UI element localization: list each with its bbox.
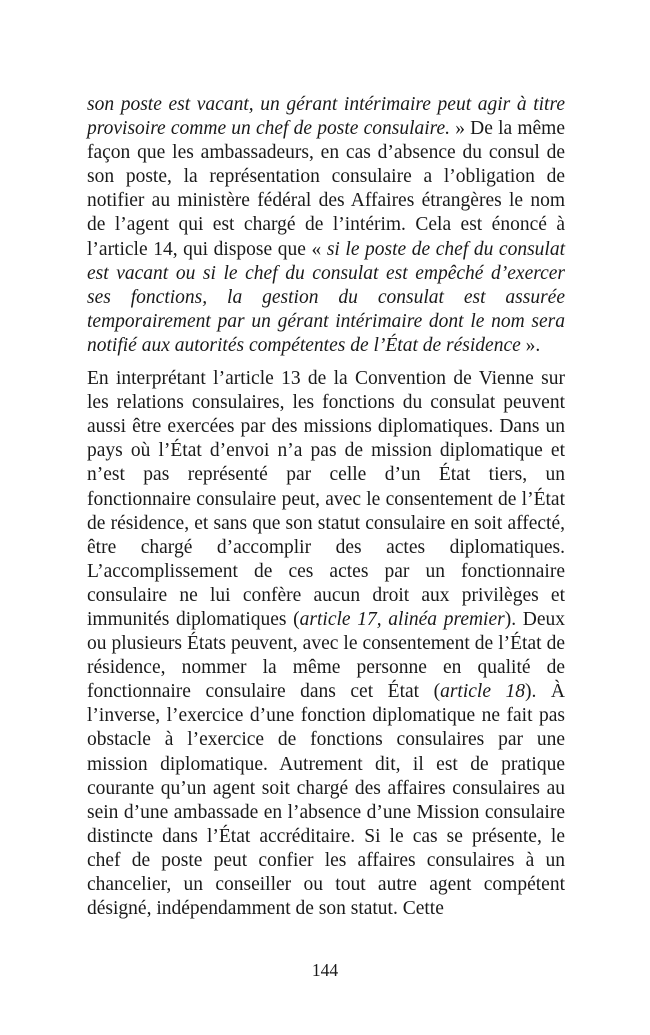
text-run: » De la même façon que les ambassadeurs, en cas d’absence du consul de son poste, la représentation consulaire a l’obligation de notifier au ministère fédéral des Affaires étrangères le nom de l’agent qui est chargé de l’intérim. Cela est énoncé à l’article 14, qui dispose que « bbox=[87, 118, 565, 260]
text-run: ). Deux ou plusieurs États peuvent, avec le consentement de l’État de résidence, nommer la même personne en qualité de fonctionnaire consulaire dans cet État ( bbox=[87, 608, 565, 703]
italic-citation: article 17, alinéa premier bbox=[299, 608, 505, 630]
italic-quote: son poste est vacant, un gérant intérimaire peut agir à titre provisoire comme un chef de poste consulaire. bbox=[87, 94, 565, 140]
italic-citation: article 18 bbox=[440, 681, 526, 703]
body-text bbox=[87, 93, 565, 921]
paragraph-continuation bbox=[87, 93, 565, 358]
page-number: 144 bbox=[311, 960, 339, 980]
paragraph bbox=[87, 367, 565, 921]
text-run: ). À l’inverse, l’exercice d’une fonction diplomatique ne fait pas obstacle à l’exercice de fonctions consulaires par une mission diplomatique. Autrement dit, il est de pratique courante qu’un agent soit chargé des affaires consulaires au sein d’une ambassade en l’absence d’une Mission consulaire distincte dans l’État accréditaire. Si le cas se présente, le chef de poste peut confier les affaires consulaires à un chancelier, un conseiller ou tout autre agent compétent désigné, indépendamment de son statut. Cette bbox=[87, 681, 565, 920]
text-run: ». bbox=[520, 334, 541, 356]
italic-quote: si le poste de chef du consulat est vacant ou si le chef du consulat est empêché d’exercer ses fonctions, la gestion du consulat est assurée temporairement par un gérant intérimaire dont le nom sera notifié aux autorités compétentes de l’État de résidence bbox=[87, 238, 565, 356]
text-run: En interprétant l’article 13 de la Convention de Vienne sur les relations consulaires, les fonctions du consulat peuvent aussi être exercées par des missions diplomatiques. Dans un pays où l’État d’envoi n’a pas de mission diplomatique et n’est pas représenté par celle d’un État tiers, un fonctionnaire consulaire peut, avec le consentement de l’État de résidence, et sans que son statut consulaire en soit affecté, être chargé d’accomplir des actes diplomatiques. L’accomplissement de ces actes par un fonctionnaire consulaire ne lui confère aucun droit aux privilèges et immunités diplomatiques ( bbox=[87, 368, 565, 630]
